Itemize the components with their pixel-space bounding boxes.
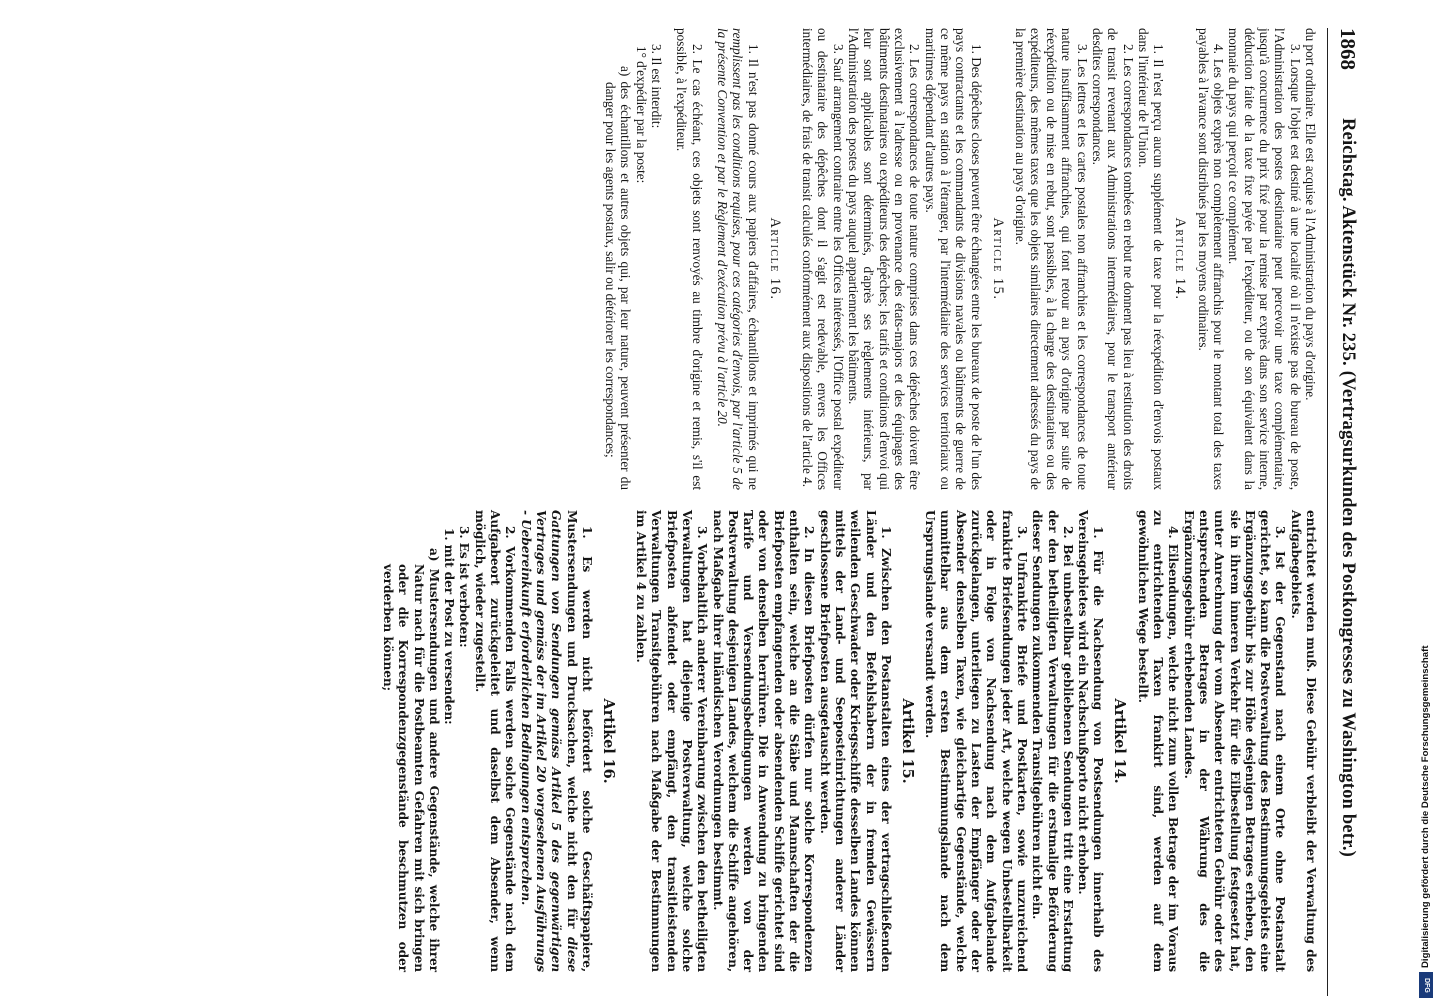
de-art16-p3: 3. Es ist verboten: <box>457 526 472 648</box>
de-art16-p3-1: 1. mit der Post zu versenden: <box>442 528 457 725</box>
de-article-16-heading: Artikel 16. <box>599 698 617 784</box>
fr-art14-p1: 1. Il n'est perçu aucun supplément de taxe pour la réexpédition d'envois postaux dans l'intérieur de l'Union. <box>1135 28 1167 490</box>
de-intro-3: 4. Eilsendungen, welche nicht zum vollen Betrage der im Voraus zu entrichtenden Taxen frankirt sind, werden auf dem gewöhnlichen Wege bestellt. <box>1135 510 1181 972</box>
de-art15-p3: 3. Vorbehaltlich anderer Vereinbarung zwischen den betheiligten Verwaltungen hat diejenige Postverwaltung, welche solche Briefposten abfendet oder empfängt, den transitleistenden Verwaltungen Transitgebühren nach Maßgabe der Bestimmungen im Artikel 4 zu zahlen. <box>634 510 710 972</box>
page-number: 1868 <box>1336 28 1360 70</box>
de-art15-p1: 1. Zwischen den Postanstalten eines der vertragschließenden Länder und den Befehlshabern der in fremden Gewässern weilenden Geschwader oder Kriegsschiffe desselben Landes können mittels der Land- und Seeposteinrichtungen anderer Länder geschlossene Briefposten ausgetauscht werden. <box>817 510 893 972</box>
fr-art16-p2: 2. Le cas échéant, ces objets sont renvoyés au timbre d'origine et remis, s'il est possible, à l'expéditeur. <box>674 28 705 490</box>
digitization-sidebar <box>1418 0 1434 1000</box>
de-intro-1: entrichtet werden muß. Diese Gebühr verbleibt der Verwaltung des Aufgabegebiets. <box>1288 510 1318 972</box>
fr-art14-p3: 3. Les lettres et les cartes postales non affranchies et les correspondances de toute nature insuffisamment affranchies, qui font retour au pays d'origine par suite de réexpédition ou de mise en rebut, sont passibles, à la charge des destinataires ou des expéditeurs, des mêmes taxes que les objets similaires directement adressés du pays de la première destination au pays d'origine. <box>1013 28 1090 490</box>
fr-article-16-heading: Article 16. <box>766 217 783 301</box>
fr-art16-p1 <box>715 28 761 490</box>
de-art15-p2: 2. In diesen Briefposten dürfen nur solche Korrespondenzen enthalten sein, welche an die Stäbe und Mannschaften der die Briefposten empfangenden oder absendenden Schiffe gerichtet sind oder von denselben herrühren. Die in Anwendung zu bringenden Tarife und Versendungsbedingungen werden von der Postverwaltung desjenigen Landes, welchem die Schiffe angehören, nach Maßgabe ihrer inländischen Verordnungen bestimmt. <box>710 510 817 972</box>
fr-art15-p3: 3. Sauf arrangement contraire entre les Offices intéressés, l'Office postal expéditeur ou destinataire des dépêches dont il s'agit est redevable, envers les Offices intermédiaires, de frais de transit calculés conformément aux dispositions de l'article 4. <box>800 28 846 490</box>
de-art16-p1 <box>517 510 593 972</box>
running-title: Reichstag. Aktenstück Nr. 235. (Vertragsurkunden des Postkongresses zu Washington betr.) <box>1338 118 1358 858</box>
german-column <box>380 510 1318 972</box>
fr-intro-2: 3. Lorsque l'objet est destiné à une localité où il n'existe pas de bureau de poste, l'Administration des postes destinataire peut percevoir une taxe complémentaire, jusqu'à concurrence du prix fixé pour la remise par exprès dans son service interne, déduction faite de la taxe fixe payée par l'expéditeur, ou de son équivalent dans la monnaie du pays qui perçoit ce complément. <box>1226 28 1303 490</box>
de-art14-p1: 1. Für die Nachsendung von Postsendungen innerhalb des Vereinsgebietes wird ein Nachschußporto nicht erhoben. <box>1076 510 1106 972</box>
de-article-15-heading: Artikel 15. <box>898 698 916 784</box>
fr-art15-p1: 1. Des dépêches closes peuvent être échangées entre les bureaux de poste de l'un des pays contractants et les commandants de divisions navales ou bâtiments de guerre de ce même pays en station à l'étranger, par l'intermédiaire des services territoriaux ou maritimes dépendant d'autres pays. <box>922 28 984 490</box>
french-column <box>603 28 1318 490</box>
fr-art15-p2: 2. Les correspondances de toute nature comprises dans ces dépêches doivent être exclusivement à l'adresse ou en provenance des états-majors et des équipages des bâtiments destinataires ou expéditeurs des dépêches; les tarifs et conditions d'envoi qui leur sont applicables sont déterminés, d'après ses règlements intérieurs, par l'Administration des postes du pays auquel appartiennent les bâtiments. <box>846 28 923 490</box>
de-intro-2: 3. Ist der Gegenstand nach einem Orte ohne Postanstalt gerichtet, so kann die Postverwaltung des Bestimmungsgebiets eine Ergänzungsgebühr bis zur Höhe desjenigen Betrages erheben, den sie in ihrem inneren Verkehr für die Eilbestellung festgesetzt hat, unter Anrechnung der vom Absender entrichteten Gebühr oder des entsprechenden Betrages in der Währung des die Ergänzungsgebühr erhebenden Landes. <box>1181 510 1288 972</box>
page-header <box>1327 28 1362 996</box>
de-art14-p3: 3. Unfrankirte Briefe und Postkarten, sowie unzureichend frankirte Briefsendungen jeder Art, welche wegen Unbestellbarkeit oder in Folge von Nachsendung nach dem Aufgabelande zurückgelangen, unterliegen zu Lasten der Empfänger oder der Absender denselben Taxen, wie gleichartige Gegenstände, welche unmittelbar aus dem ersten Bestimmungslande nach dem Ursprungslande versandt werden. <box>923 510 1029 972</box>
fr-art16-p3-1a: a) des échantillons et autres objets qui, par leur nature, peuvent présenter du danger pour les agents postaux, salir ou détériorer les correspondances; <box>602 66 634 490</box>
digitization-credit: Digitalisierung gefördert durch die Deutsche Forschungsgemeinschaft <box>1420 645 1431 968</box>
de-art16-p1-italic: diese Gattungen von Sendungen gemäss Artikel 5 des gegenwärtigen Vertrages und gemäss der im Artikel 20 vorgesehenen Ausführungs - Uebereinkunft erforderlichen Bedingungen entsprechen. <box>518 510 579 972</box>
fr-article-15-heading: Article 15. <box>989 217 1006 301</box>
de-art16-p2: 2. Vorkommenden Falls werden solche Gegenstände nach dem Aufgabeort zurückgeleitet und daselbst dem Absender, wenn möglich, wieder zugestellt. <box>472 510 518 972</box>
fr-intro-3: 4. Les objets exprès non complètement affranchis pour le montant total des taxes payables à l'avance sont distribués par les moyens ordinaires. <box>1195 28 1226 490</box>
fr-art16-p3-1: 1° d'expédier par la poste: <box>633 46 649 184</box>
dfg-logo-icon: DFG <box>1419 972 1433 998</box>
de-art14-p2: 2. Bei unbestellbar gebliebenen Sendungen tritt eine Erstattung der den betheiligten Verwaltungen für die erstmalige Beförderung dieser Sendungen zukommenden Transitgebühren nicht ein. <box>1030 510 1075 972</box>
de-art16-p1-text: 1. Es werden nicht befördert solche Geschäftspapiere, Mustersendungen und Drucksachen, welche nicht den für <box>564 510 594 972</box>
fr-art14-p2: 2. Les correspondances tombées en rebut ne donnent pas lieu à restitution des droits de transit revenant aux Administrations intermédiaires, pour le transport antérieur desdites correspondances. <box>1089 28 1136 490</box>
fr-art16-p3: 3. Il est interdit: <box>648 44 664 129</box>
fr-intro-1: du port ordinaire. Elle est acquise à l'Administration du pays d'origine. <box>1303 28 1318 401</box>
de-art16-p3-1a: a) Mustersendungen und andere Gegenstände, welche ihrer Natur nach für die Postbeamten Gefahren mit sich bringen oder die Korrespondenzgegenstände beschmutzen oder verderben können; <box>380 548 441 972</box>
fr-art16-p1-italic: remplissent pas les conditions requises, pour ces catégories d'envois, par l'article 5 de la présente Convention et par le Règlement d'exécution prévu à l'article 20. <box>715 28 746 490</box>
fr-article-14-heading: Article 14. <box>1172 217 1189 301</box>
de-article-14-heading: Artikel 14. <box>1111 698 1129 784</box>
fr-art16-p1-text: 1. Il n'est pas donné cours aux papiers d'affaires, échantillons et imprimés qui ne <box>745 44 761 490</box>
